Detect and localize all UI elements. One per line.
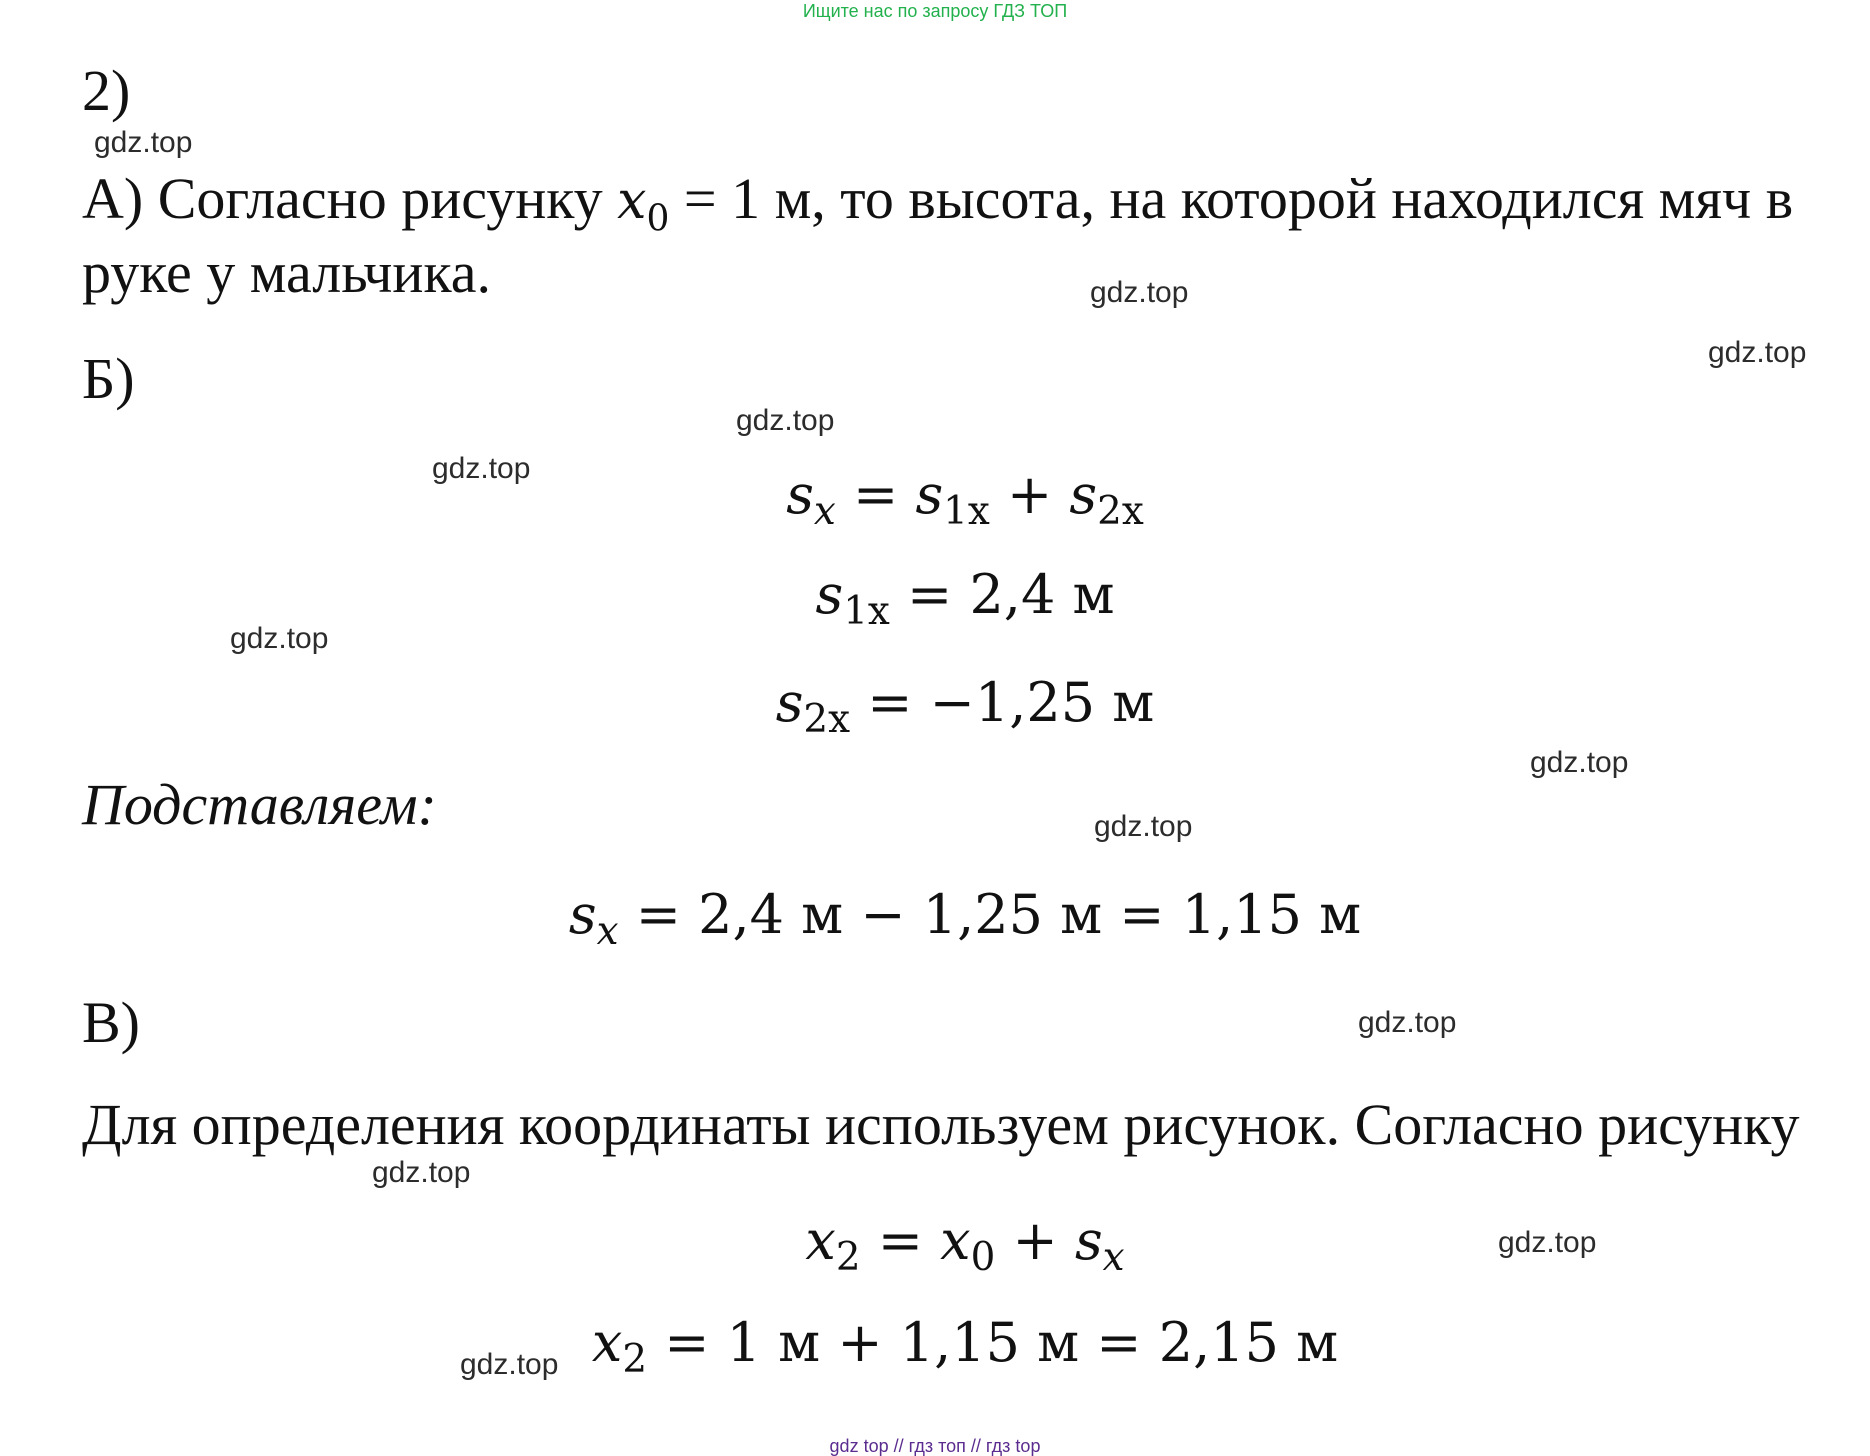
watermark: gdz.top	[94, 126, 193, 159]
watermark: gdz.top	[1094, 810, 1193, 843]
eq-sx-result-sub: x	[596, 908, 619, 954]
part-a-var: x	[617, 171, 647, 231]
eq-x2-result-rest: = 1 м + 1,15 м = 2,15 м	[647, 1311, 1339, 1374]
eq-s1x-var: s	[815, 563, 844, 626]
eq-x2-term2-sub: x	[1102, 1234, 1125, 1280]
watermark: gdz.top	[372, 1156, 471, 1189]
watermark: gdz.top	[432, 452, 531, 485]
eq-sx-lhs-sub: x	[813, 488, 836, 534]
eq-x2-lhs: x	[805, 1209, 836, 1272]
watermark: gdz.top	[1358, 1006, 1457, 1039]
eq-sx-op: =	[835, 463, 916, 526]
watermark: gdz.top	[1708, 336, 1807, 369]
watermark: gdz.top	[1090, 276, 1189, 309]
watermark: gdz.top	[460, 1348, 559, 1381]
equation-s2x	[30, 668, 1870, 742]
equation-x2-result	[30, 1308, 1870, 1382]
eq-sx-term2-sub: 2x	[1097, 488, 1144, 534]
part-a-line-2: руке у мальчика.	[82, 240, 492, 305]
substitute-label: Подставляем:	[82, 772, 437, 837]
part-a-text-eq: = 1 м, то высота, на которой находился мяч в	[683, 166, 1794, 231]
eq-x2-term1-sub: 0	[970, 1234, 996, 1280]
equation-s1x	[30, 560, 1870, 634]
eq-x2-op: =	[860, 1209, 941, 1272]
equation-sx-result	[30, 880, 1870, 954]
eq-s2x-rest: = −1,25 м	[850, 671, 1155, 734]
eq-x2-plus: +	[995, 1209, 1075, 1272]
eq-sx-term2: s	[1069, 463, 1098, 526]
task-number: 2)	[82, 58, 131, 123]
eq-x2-lhs-sub: 2	[835, 1234, 861, 1280]
part-b-label: Б)	[82, 346, 135, 411]
eq-sx-lhs: s	[786, 463, 814, 526]
watermark: gdz.top	[1498, 1226, 1597, 1259]
eq-x2-term1: x	[940, 1209, 971, 1272]
part-a-sub: 0	[646, 198, 670, 240]
eq-sx-result-var: s	[568, 883, 597, 946]
eq-sx-term1: s	[915, 463, 944, 526]
part-a-text-before: Согласно рисунку	[157, 166, 603, 231]
eq-s2x-sub: 2x	[803, 696, 851, 742]
watermark: gdz.top	[736, 404, 835, 437]
eq-sx-result-rest: = 2,4 м − 1,25 м = 1,15 м	[618, 883, 1362, 946]
eq-x2-result-var: x	[591, 1311, 623, 1374]
watermark: gdz.top	[230, 622, 329, 655]
eq-sx-plus: +	[989, 463, 1070, 526]
top-banner[interactable]: Ищите нас по запросу ГДЗ ТОП	[802, 1, 1068, 21]
eq-sx-term1-sub: 1x	[943, 488, 990, 534]
footer-links[interactable]: gdz top // гдз топ // гдз top	[829, 1436, 1041, 1456]
part-c-label: В)	[82, 990, 140, 1055]
eq-s1x-sub: 1x	[843, 588, 890, 634]
eq-x2-term2: s	[1074, 1209, 1103, 1272]
eq-s2x-var: s	[775, 671, 804, 734]
part-c-text: Для определения координаты используем рисунок. Согласно рисунку	[82, 1092, 1800, 1157]
eq-x2-result-sub: 2	[622, 1336, 648, 1382]
part-a-label: А)	[82, 166, 144, 231]
equation-sx-sum	[30, 460, 1870, 534]
eq-s1x-rest: = 2,4 м	[889, 563, 1115, 626]
watermark: gdz.top	[1530, 746, 1629, 779]
